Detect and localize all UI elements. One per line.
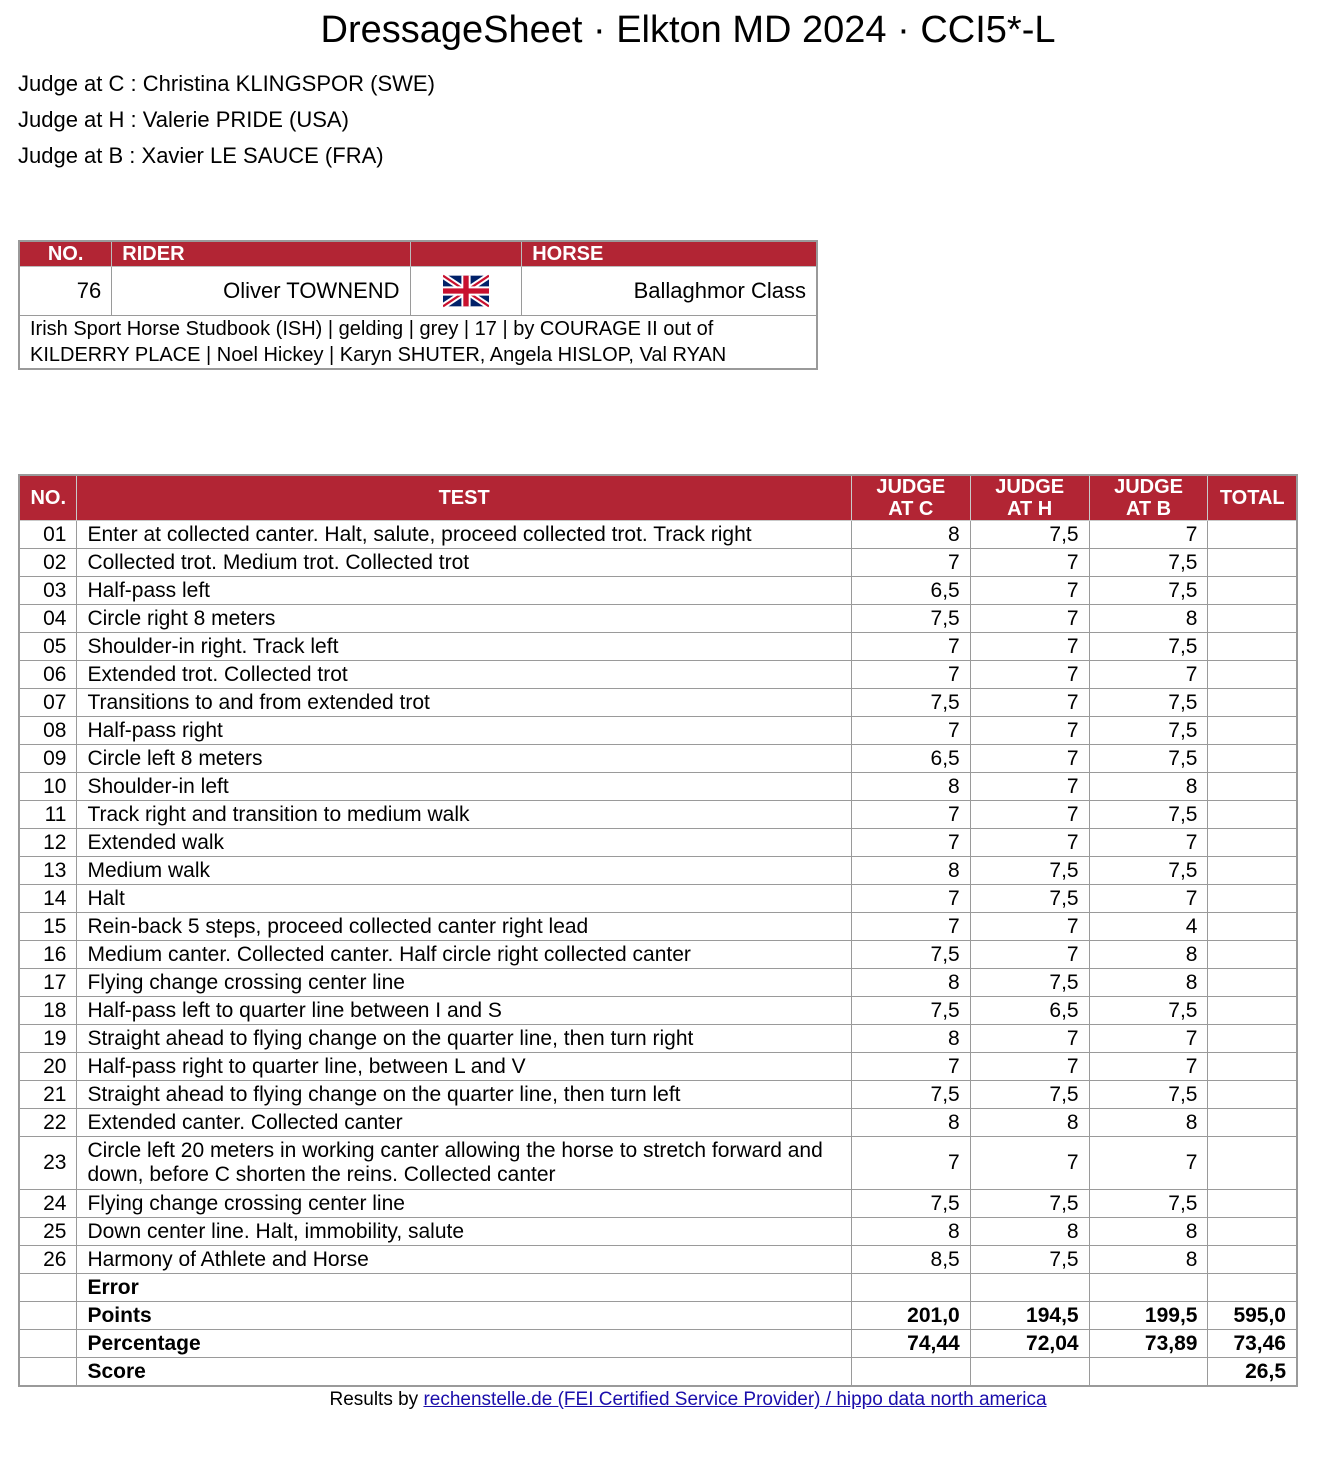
movement-number: 19 [19, 1025, 77, 1053]
summary-judge-c [851, 1274, 970, 1302]
score-judge-b: 8 [1089, 1246, 1208, 1274]
score-judge-b: 7 [1089, 521, 1208, 549]
summary-empty-cell [19, 1302, 77, 1330]
table-row [19, 773, 1297, 801]
judge-b-header-line1: JUDGE [1114, 476, 1183, 498]
footer [0, 1388, 1330, 1412]
score-judge-b: 8 [1089, 941, 1208, 969]
table-row [19, 577, 1297, 605]
score-judge-c: 8 [851, 1218, 970, 1246]
judge-c-header-line2: AT C [888, 498, 934, 520]
score-judge-h: 7,5 [970, 857, 1089, 885]
score-total [1208, 1218, 1297, 1246]
score-total [1208, 969, 1297, 997]
score-judge-h: 7,5 [970, 1246, 1089, 1274]
score-total [1208, 605, 1297, 633]
score-judge-c: 8 [851, 857, 970, 885]
score-total [1208, 633, 1297, 661]
score-judge-h: 7 [970, 745, 1089, 773]
col-header-horse: HORSE [522, 241, 817, 267]
rider-name: Oliver TOWNEND [112, 267, 410, 316]
col-header-no: NO. [19, 475, 77, 521]
summary-judge-h [970, 1358, 1089, 1387]
judge-c-header-line1: JUDGE [876, 476, 946, 498]
score-judge-b: 8 [1089, 969, 1208, 997]
score-judge-b: 7,5 [1089, 633, 1208, 661]
table-row [19, 745, 1297, 773]
score-total [1208, 745, 1297, 773]
score-total [1208, 829, 1297, 857]
score-total [1208, 997, 1297, 1025]
movement-description: Collected trot. Medium trot. Collected trot [77, 549, 851, 577]
table-row [19, 1190, 1297, 1218]
score-judge-c: 7,5 [851, 689, 970, 717]
horse-description-row [19, 316, 817, 370]
score-judge-h: 7 [970, 801, 1089, 829]
score-judge-c: 7,5 [851, 941, 970, 969]
movement-description: Flying change crossing center line [77, 1190, 851, 1218]
summary-label: Points [77, 1302, 851, 1330]
movement-description: Circle left 20 meters in working canter allowing the horse to stretch forward and down, before C shorten the reins. Collected canter [77, 1137, 851, 1190]
score-judge-c: 7 [851, 661, 970, 689]
summary-total [1208, 1274, 1297, 1302]
movement-description: Half-pass left [77, 577, 851, 605]
score-judge-h: 7,5 [970, 521, 1089, 549]
score-judge-b: 7,5 [1089, 801, 1208, 829]
entry-number: 76 [19, 267, 112, 316]
movement-number: 25 [19, 1218, 77, 1246]
score-total [1208, 941, 1297, 969]
score-judge-b: 7 [1089, 885, 1208, 913]
score-total [1208, 521, 1297, 549]
score-judge-h: 7 [970, 633, 1089, 661]
score-judge-c: 7 [851, 885, 970, 913]
score-judge-c: 8 [851, 1109, 970, 1137]
summary-judge-c: 74,44 [851, 1330, 970, 1358]
score-judge-h: 7 [970, 1053, 1089, 1081]
table-row [19, 969, 1297, 997]
score-judge-b: 7 [1089, 1025, 1208, 1053]
judge-at-b: Judge at B : Xavier LE SAUCE (FRA) [18, 143, 384, 168]
table-row [19, 885, 1297, 913]
score-judge-h: 7 [970, 829, 1089, 857]
footer-prefix: Results by [329, 1389, 424, 1410]
judge-h-header-line2: AT H [1007, 498, 1053, 520]
movement-number: 08 [19, 717, 77, 745]
score-judge-h: 7 [970, 605, 1089, 633]
summary-judge-b [1089, 1274, 1208, 1302]
table-row [19, 549, 1297, 577]
score-judge-h: 7 [970, 689, 1089, 717]
movement-description: Enter at collected canter. Halt, salute, proceed collected trot. Track right [77, 521, 851, 549]
score-judge-h: 7,5 [970, 969, 1089, 997]
movement-number: 06 [19, 661, 77, 689]
col-header-flag [410, 241, 522, 267]
movement-number: 14 [19, 885, 77, 913]
table-row [19, 913, 1297, 941]
movement-number: 13 [19, 857, 77, 885]
score-judge-h: 7 [970, 1137, 1089, 1190]
movement-description: Harmony of Athlete and Horse [77, 1246, 851, 1274]
movement-description: Straight ahead to flying change on the quarter line, then turn left [77, 1081, 851, 1109]
score-total [1208, 577, 1297, 605]
summary-label: Score [77, 1358, 851, 1387]
movement-number: 21 [19, 1081, 77, 1109]
movement-description: Medium walk [77, 857, 851, 885]
score-judge-c: 6,5 [851, 745, 970, 773]
score-judge-c: 7 [851, 801, 970, 829]
movement-description: Half-pass right [77, 717, 851, 745]
summary-judge-h: 194,5 [970, 1302, 1089, 1330]
summary-row [19, 1274, 1297, 1302]
score-judge-h: 7 [970, 1025, 1089, 1053]
movement-description: Extended canter. Collected canter [77, 1109, 851, 1137]
score-judge-c: 7 [851, 633, 970, 661]
score-judge-c: 7 [851, 549, 970, 577]
table-row [19, 829, 1297, 857]
table-row [19, 941, 1297, 969]
summary-judge-b: 73,89 [1089, 1330, 1208, 1358]
table-row [19, 1053, 1297, 1081]
horse-description: Irish Sport Horse Studbook (ISH) | gelding | grey | 17 | by COURAGE II out of KILDERRY PLACE | Noel Hickey | Karyn SHUTER, Angela HISLOP, Val RYAN [19, 316, 817, 370]
movement-description: Shoulder-in right. Track left [77, 633, 851, 661]
movement-description: Rein-back 5 steps, proceed collected canter right lead [77, 913, 851, 941]
page-title: DressageSheet · Elkton MD 2024 · CCI5*-L [320, 9, 1056, 51]
movement-number: 15 [19, 913, 77, 941]
table-row [19, 1025, 1297, 1053]
score-judge-h: 7,5 [970, 1190, 1089, 1218]
movement-number: 11 [19, 801, 77, 829]
col-header-rider: RIDER [112, 241, 410, 267]
summary-label: Percentage [77, 1330, 851, 1358]
united-kingdom-flag-icon [443, 274, 489, 308]
movement-description: Down center line. Halt, immobility, salute [77, 1218, 851, 1246]
scores-header-row [19, 475, 1297, 521]
score-judge-h: 7 [970, 913, 1089, 941]
movement-description: Medium canter. Collected canter. Half circle right collected canter [77, 941, 851, 969]
score-judge-b: 7 [1089, 829, 1208, 857]
score-judge-b: 7,5 [1089, 577, 1208, 605]
score-judge-c: 7 [851, 1053, 970, 1081]
nation-cell [410, 267, 522, 316]
score-judge-b: 8 [1089, 605, 1208, 633]
score-total [1208, 549, 1297, 577]
score-total [1208, 661, 1297, 689]
summary-row [19, 1358, 1297, 1387]
judge-at-c: Judge at C : Christina KLINGSPOR (SWE) [18, 71, 435, 96]
table-row [19, 857, 1297, 885]
table-row [19, 997, 1297, 1025]
movement-description: Flying change crossing center line [77, 969, 851, 997]
results-provider-link[interactable]: rechenstelle.de (FEI Certified Service Provider) / hippo data north america [423, 1389, 1047, 1410]
judge-at-h: Judge at H : Valerie PRIDE (USA) [18, 107, 349, 132]
movement-description: Halt [77, 885, 851, 913]
score-judge-c: 8 [851, 1025, 970, 1053]
rider-header-row [19, 241, 817, 267]
table-row [19, 1081, 1297, 1109]
score-judge-c: 8 [851, 969, 970, 997]
rider-row [19, 267, 817, 316]
score-total [1208, 1137, 1297, 1190]
scores-table [18, 474, 1298, 1387]
score-judge-h: 7 [970, 717, 1089, 745]
movement-description: Circle left 8 meters [77, 745, 851, 773]
score-judge-b: 7 [1089, 661, 1208, 689]
col-header-test: TEST [77, 475, 851, 521]
score-judge-b: 8 [1089, 1218, 1208, 1246]
movement-description: Extended walk [77, 829, 851, 857]
movement-number: 24 [19, 1190, 77, 1218]
score-total [1208, 1109, 1297, 1137]
score-judge-b: 7,5 [1089, 1081, 1208, 1109]
table-row [19, 633, 1297, 661]
score-judge-c: 8 [851, 773, 970, 801]
summary-total: 595,0 [1208, 1302, 1297, 1330]
summary-label: Error [77, 1274, 851, 1302]
summary-judge-c: 201,0 [851, 1302, 970, 1330]
table-row [19, 661, 1297, 689]
score-judge-b: 4 [1089, 913, 1208, 941]
summary-empty-cell [19, 1358, 77, 1387]
score-judge-c: 7 [851, 1137, 970, 1190]
score-total [1208, 717, 1297, 745]
score-judge-b: 8 [1089, 1109, 1208, 1137]
score-judge-b: 7,5 [1089, 997, 1208, 1025]
score-total [1208, 1081, 1297, 1109]
summary-empty-cell [19, 1274, 77, 1302]
table-row [19, 1246, 1297, 1274]
summary-judge-h: 72,04 [970, 1330, 1089, 1358]
score-total [1208, 1025, 1297, 1053]
movement-description: Circle right 8 meters [77, 605, 851, 633]
score-judge-h: 7,5 [970, 1081, 1089, 1109]
score-judge-h: 7 [970, 941, 1089, 969]
movement-number: 10 [19, 773, 77, 801]
table-row [19, 689, 1297, 717]
table-row [19, 1218, 1297, 1246]
score-judge-b: 7,5 [1089, 857, 1208, 885]
score-judge-b: 7 [1089, 1137, 1208, 1190]
score-judge-c: 7,5 [851, 997, 970, 1025]
score-total [1208, 1190, 1297, 1218]
score-judge-b: 8 [1089, 773, 1208, 801]
scores-body [19, 521, 1297, 1387]
movement-number: 17 [19, 969, 77, 997]
movement-number: 02 [19, 549, 77, 577]
score-judge-b: 7,5 [1089, 717, 1208, 745]
score-judge-b: 7,5 [1089, 549, 1208, 577]
score-judge-b: 7,5 [1089, 745, 1208, 773]
score-judge-h: 7 [970, 549, 1089, 577]
col-header-judge-h [970, 475, 1089, 521]
movement-number: 04 [19, 605, 77, 633]
score-judge-h: 7 [970, 661, 1089, 689]
score-total [1208, 1246, 1297, 1274]
movement-description: Track right and transition to medium walk [77, 801, 851, 829]
movement-description: Shoulder-in left [77, 773, 851, 801]
movement-description: Half-pass left to quarter line between I and S [77, 997, 851, 1025]
summary-row [19, 1330, 1297, 1358]
movement-number: 05 [19, 633, 77, 661]
movement-number: 07 [19, 689, 77, 717]
score-total [1208, 885, 1297, 913]
movement-number: 16 [19, 941, 77, 969]
score-judge-h: 8 [970, 1109, 1089, 1137]
score-judge-b: 7,5 [1089, 689, 1208, 717]
score-judge-h: 7 [970, 577, 1089, 605]
summary-judge-c [851, 1358, 970, 1387]
movement-description: Extended trot. Collected trot [77, 661, 851, 689]
score-judge-c: 7,5 [851, 1190, 970, 1218]
rider-info-table [18, 240, 818, 370]
movement-description: Transitions to and from extended trot [77, 689, 851, 717]
score-judge-b: 7 [1089, 1053, 1208, 1081]
movement-number: 20 [19, 1053, 77, 1081]
table-row [19, 801, 1297, 829]
score-total [1208, 1053, 1297, 1081]
movement-number: 22 [19, 1109, 77, 1137]
summary-judge-h [970, 1274, 1089, 1302]
score-judge-b: 7,5 [1089, 1190, 1208, 1218]
summary-empty-cell [19, 1330, 77, 1358]
col-header-total: TOTAL [1208, 475, 1297, 521]
table-row [19, 1109, 1297, 1137]
table-row [19, 521, 1297, 549]
score-judge-c: 7 [851, 717, 970, 745]
movement-number: 12 [19, 829, 77, 857]
col-header-judge-c [851, 475, 970, 521]
judge-b-header-line2: AT B [1125, 498, 1172, 520]
score-total [1208, 857, 1297, 885]
table-row [19, 717, 1297, 745]
judge-h-header-line1: JUDGE [995, 476, 1065, 498]
movement-number: 18 [19, 997, 77, 1025]
score-judge-c: 7,5 [851, 1081, 970, 1109]
summary-judge-b [1089, 1358, 1208, 1387]
summary-judge-b: 199,5 [1089, 1302, 1208, 1330]
col-header-no: NO. [19, 241, 112, 267]
score-judge-c: 6,5 [851, 577, 970, 605]
score-judge-c: 8,5 [851, 1246, 970, 1274]
summary-total: 73,46 [1208, 1330, 1297, 1358]
movement-number: 26 [19, 1246, 77, 1274]
movement-description: Straight ahead to flying change on the quarter line, then turn right [77, 1025, 851, 1053]
score-judge-c: 7,5 [851, 605, 970, 633]
score-total [1208, 689, 1297, 717]
score-judge-c: 7 [851, 913, 970, 941]
movement-number: 03 [19, 577, 77, 605]
score-judge-h: 7 [970, 773, 1089, 801]
movement-number: 23 [19, 1137, 77, 1190]
horse-name: Ballaghmor Class [522, 267, 817, 316]
movement-number: 09 [19, 745, 77, 773]
score-judge-h: 7,5 [970, 885, 1089, 913]
score-judge-h: 6,5 [970, 997, 1089, 1025]
score-total [1208, 913, 1297, 941]
summary-row [19, 1302, 1297, 1330]
table-row [19, 605, 1297, 633]
score-judge-h: 8 [970, 1218, 1089, 1246]
table-row [19, 1137, 1297, 1190]
score-judge-c: 7 [851, 829, 970, 857]
movement-description: Half-pass right to quarter line, between L and V [77, 1053, 851, 1081]
col-header-judge-b [1089, 475, 1208, 521]
score-total [1208, 773, 1297, 801]
summary-total: 26,5 [1208, 1358, 1297, 1387]
score-total [1208, 801, 1297, 829]
movement-number: 01 [19, 521, 77, 549]
score-judge-c: 8 [851, 521, 970, 549]
